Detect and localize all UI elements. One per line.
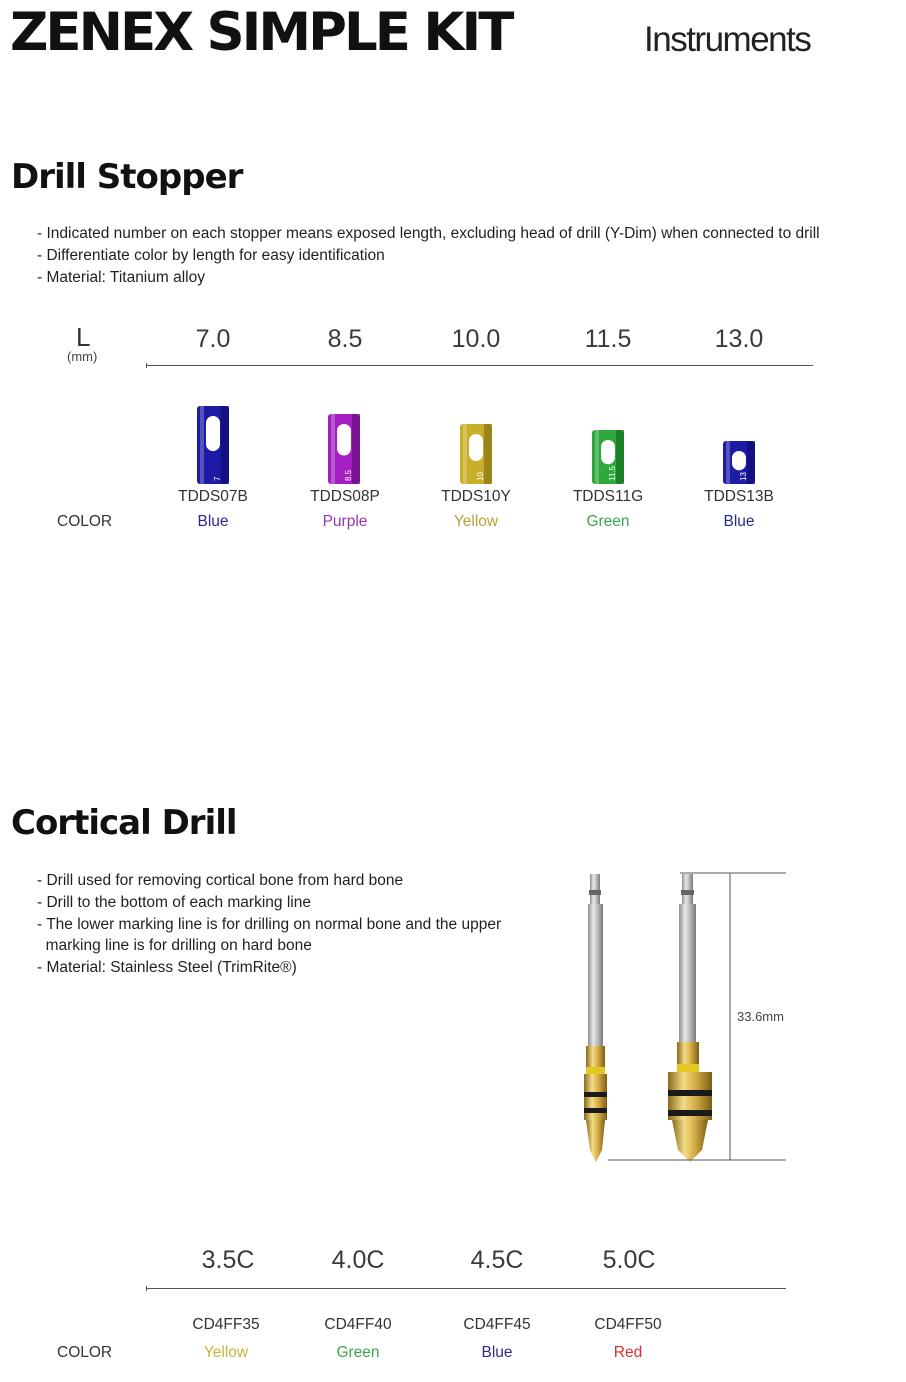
drill-size: 4.5C (470, 1246, 524, 1274)
stopper-length: 8.5 (327, 325, 363, 353)
stopper-length: 13.0 (714, 325, 764, 353)
stopper-mark: 13 (739, 472, 748, 481)
bullet: - Drill used for removing cortical bone from hard bone (37, 872, 404, 889)
stopper-images (150, 400, 790, 490)
stopper-mark: 8.5 (344, 469, 353, 481)
color-label: COLOR (57, 513, 113, 530)
cortical-drill-heading: Cortical Drill (11, 803, 237, 843)
length-label: L (76, 322, 91, 352)
stopper-sleeve (460, 424, 492, 484)
drill-code: CD4FF40 (324, 1316, 392, 1333)
dimension-label: 33.6mm (737, 1009, 784, 1024)
stopper-length: 11.5 (584, 325, 632, 353)
drill-size: 5.0C (602, 1246, 656, 1274)
stopper-length: 7.0 (195, 325, 231, 353)
page-title: ZENEX SIMPLE KIT (10, 2, 512, 63)
stopper-color: Blue (197, 513, 229, 530)
stopper-sleeve (328, 414, 360, 484)
drill-table-rule (146, 1288, 786, 1289)
color-label: COLOR (57, 1344, 113, 1361)
stopper-table-rule (146, 365, 813, 366)
bullet: - The lower marking line is for drilling on normal bone and the upper (37, 915, 502, 933)
drill-code: CD4FF45 (463, 1316, 531, 1333)
stopper-color: Blue (723, 513, 755, 530)
bullet: - Material: Titanium alloy (37, 268, 205, 286)
drill-color: Yellow (203, 1344, 249, 1361)
bullet: marking line is for drilling on hard bone (37, 937, 312, 955)
bullet: - Drill to the bottom of each marking line (37, 893, 311, 911)
cortical-drill-bullets (37, 870, 501, 979)
stopper-sleeve (197, 406, 229, 484)
drill-code: CD4FF50 (594, 1316, 662, 1333)
stopper-sleeve (723, 441, 755, 484)
drill-stopper-heading: Drill Stopper (11, 157, 243, 197)
drill-stopper-bullets (37, 223, 820, 288)
stopper-code: TDDS08P (310, 488, 380, 505)
rule-tick (146, 363, 147, 368)
drill-small (584, 874, 607, 1162)
drill-size: 4.0C (331, 1246, 385, 1274)
stopper-color: Green (586, 513, 630, 530)
stopper-code: TDDS13B (704, 488, 774, 505)
drill-color: Green (336, 1344, 380, 1361)
stopper-mark: 10 (476, 472, 485, 481)
stopper-code: TDDS11G (572, 488, 644, 505)
rule-tick (146, 1286, 147, 1291)
stopper-mark: 7 (213, 476, 222, 481)
drill-size: 3.5C (201, 1246, 255, 1274)
stopper-mark: 11.5 (608, 466, 617, 481)
drill-color: Blue (481, 1344, 513, 1361)
drill-code: CD4FF35 (192, 1316, 260, 1333)
bullet: - Differentiate color by length for easy identification (37, 246, 385, 264)
stopper-sleeve (592, 430, 624, 484)
length-unit: (mm) (67, 349, 98, 364)
stopper-color: Purple (322, 513, 368, 530)
drill-large (668, 874, 712, 1162)
bullet: - Indicated number on each stopper means exposed length, excluding head of drill (Y-Dim) when connected to drill (37, 225, 820, 242)
drill-color: Red (613, 1344, 643, 1361)
stopper-code: TDDS10Y (441, 488, 511, 505)
page-subtitle: Instruments (644, 20, 811, 59)
stopper-length: 10.0 (451, 325, 501, 353)
stopper-code: TDDS07B (178, 488, 248, 505)
stopper-color: Yellow (453, 513, 499, 530)
bullet: - Material: Stainless Steel (TrimRite®) (37, 959, 297, 977)
